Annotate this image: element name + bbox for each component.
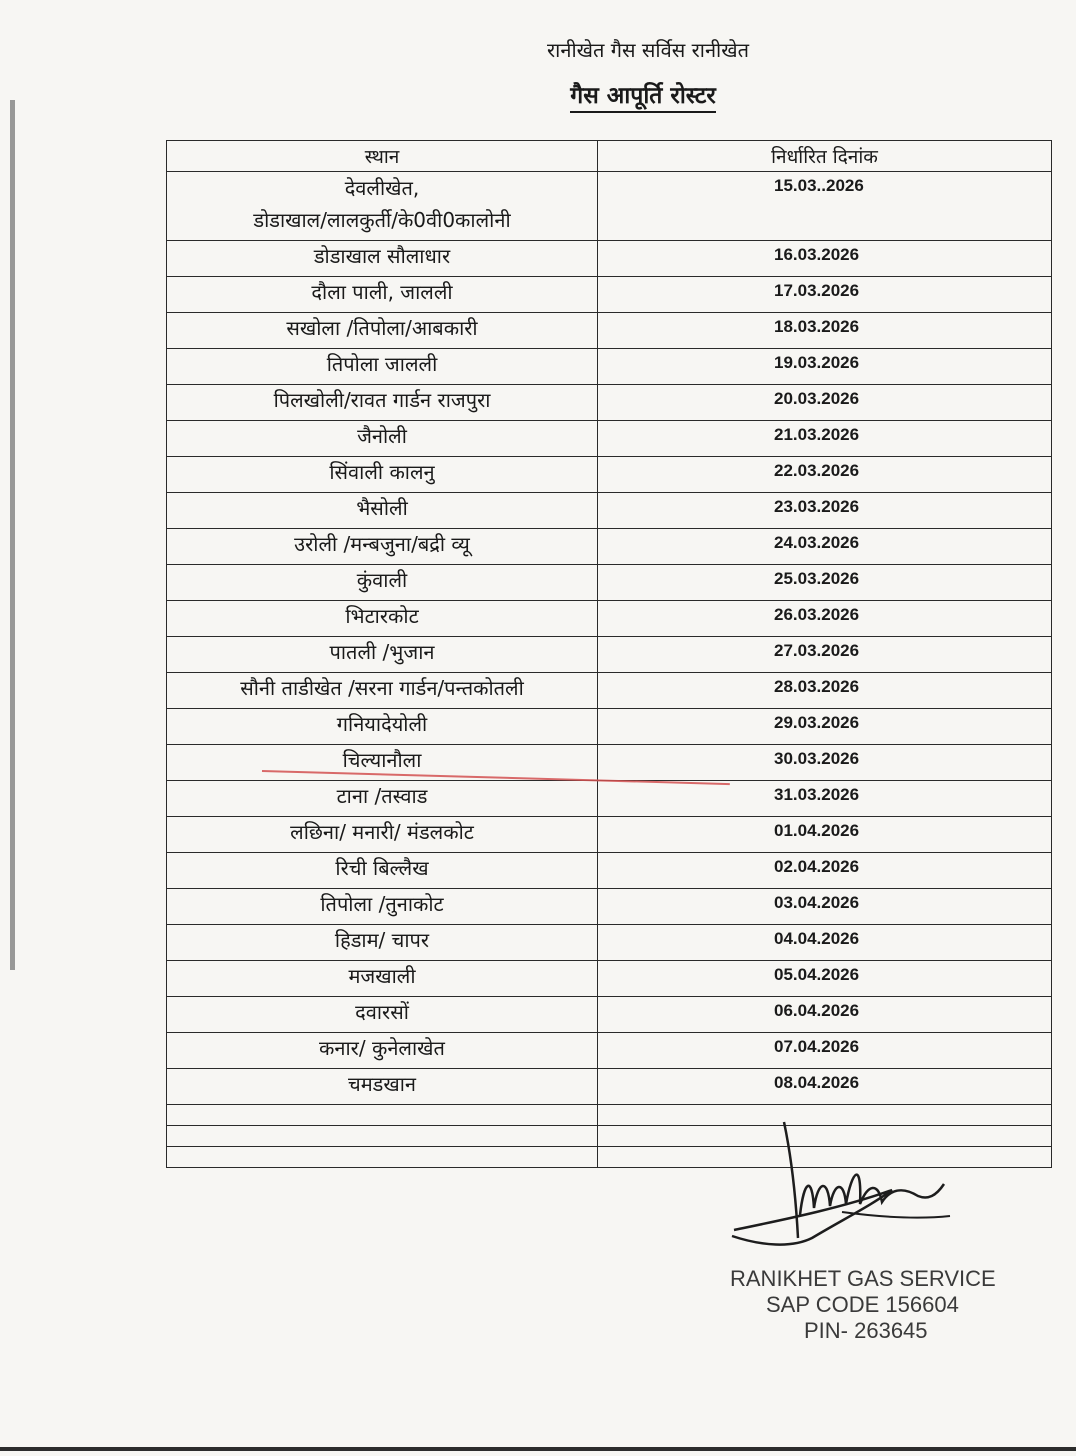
stamp-agency: RANIKHET GAS SERVICE — [730, 1266, 996, 1291]
date-cell: 23.03.2026 — [598, 493, 1052, 529]
table-header-row — [167, 141, 1052, 172]
stamp-pin: PIN- 263645 — [804, 1318, 928, 1343]
date-cell: 06.04.2026 — [598, 997, 1052, 1033]
place-cell: भैसोली — [167, 493, 598, 529]
date-cell: 01.04.2026 — [598, 817, 1052, 853]
column-header-place: स्थान — [167, 141, 598, 172]
place-cell: पातली /भुजान — [167, 637, 598, 673]
place-cell: गनियादेयोली — [167, 709, 598, 745]
place-cell: सिंवाली कालनु — [167, 457, 598, 493]
date-cell: 22.03.2026 — [598, 457, 1052, 493]
place-cell: चमडखान — [167, 1069, 598, 1105]
table-row — [167, 457, 1052, 493]
place-cell: चिल्यानौला — [167, 745, 598, 781]
place-cell: कुंवाली — [167, 565, 598, 601]
date-cell: 05.04.2026 — [598, 961, 1052, 997]
table-row — [167, 565, 1052, 601]
date-cell: 27.03.2026 — [598, 637, 1052, 673]
place-cell: सौनी ताडीखेत /सरना गार्डन/पन्तकोतली — [167, 673, 598, 709]
table-row — [167, 421, 1052, 457]
table-row — [167, 1033, 1052, 1069]
date-cell: 19.03.2026 — [598, 349, 1052, 385]
date-cell: 07.04.2026 — [598, 1033, 1052, 1069]
table-row — [167, 277, 1052, 313]
table-row — [167, 385, 1052, 421]
table-row — [167, 781, 1052, 817]
place-cell: हिडाम/ चापर — [167, 925, 598, 961]
document-title-text: गैस आपूर्ति रोस्टर — [570, 83, 715, 113]
table-row — [167, 349, 1052, 385]
place-cell: मजखाली — [167, 961, 598, 997]
date-cell: 26.03.2026 — [598, 601, 1052, 637]
roster-table — [166, 140, 1052, 1168]
date-cell: 18.03.2026 — [598, 313, 1052, 349]
rubber-stamp — [720, 1266, 1040, 1344]
place-cell: तिपोला /तुनाकोट — [167, 889, 598, 925]
table-row — [167, 241, 1052, 277]
place-cell: दौला पाली, जालली — [167, 277, 598, 313]
table-row — [167, 997, 1052, 1033]
place-cell: रिची बिल्लैख — [167, 853, 598, 889]
place-cell — [167, 172, 598, 241]
blank-cell — [167, 1105, 598, 1126]
date-cell: 21.03.2026 — [598, 421, 1052, 457]
table-row — [167, 1069, 1052, 1105]
table-row — [167, 853, 1052, 889]
place-cell: दवारसों — [167, 997, 598, 1033]
place-cell: पिलखोली/रावत गार्डन राजपुरा — [167, 385, 598, 421]
date-cell: 25.03.2026 — [598, 565, 1052, 601]
table-row — [167, 961, 1052, 997]
date-cell: 04.04.2026 — [598, 925, 1052, 961]
place-cell: तिपोला जालली — [167, 349, 598, 385]
table-row — [167, 601, 1052, 637]
column-header-date: निर्धारित दिनांक — [598, 141, 1052, 172]
table-row — [167, 313, 1052, 349]
date-cell: 24.03.2026 — [598, 529, 1052, 565]
place-cell: डोडाखाल सौलाधार — [167, 241, 598, 277]
date-cell: 29.03.2026 — [598, 709, 1052, 745]
stamp-sap-code: SAP CODE 156604 — [766, 1292, 959, 1317]
agency-name: रानीखेत गैस सर्विस रानीखेत — [547, 38, 749, 62]
place-cell: जैनोली — [167, 421, 598, 457]
place-line-1: देवलीखेत, — [344, 176, 420, 200]
table-row — [167, 925, 1052, 961]
place-cell: कनार/ कुनेलाखेत — [167, 1033, 598, 1069]
table-row — [167, 673, 1052, 709]
place-cell: सखोला /तिपोला/आबकारी — [167, 313, 598, 349]
date-cell: 28.03.2026 — [598, 673, 1052, 709]
date-cell: 02.04.2026 — [598, 853, 1052, 889]
date-cell: 20.03.2026 — [598, 385, 1052, 421]
place-cell: टाना /तस्वाड — [167, 781, 598, 817]
place-cell: भिटारकोट — [167, 601, 598, 637]
place-cell: लछिना/ मनारी/ मंडलकोट — [167, 817, 598, 853]
date-cell: 16.03.2026 — [598, 241, 1052, 277]
place-cell: उरोली /मन्बजुना/बद्री व्यू — [167, 529, 598, 565]
date-cell: 17.03.2026 — [598, 277, 1052, 313]
date-cell: 31.03.2026 — [598, 781, 1052, 817]
date-cell: 08.04.2026 — [598, 1069, 1052, 1105]
date-cell: 30.03.2026 — [598, 745, 1052, 781]
table-row — [167, 493, 1052, 529]
table-row — [167, 745, 1052, 781]
date-cell: 15.03..2026 — [598, 172, 1052, 241]
scan-left-edge — [10, 100, 15, 970]
table-row — [167, 172, 1052, 241]
place-line-2: डोडाखाल/लालकुर्ती/के0वी0कालोनी — [253, 208, 511, 232]
table-row — [167, 709, 1052, 745]
scan-bottom-edge — [0, 1447, 1076, 1451]
blank-cell — [167, 1147, 598, 1168]
document-title — [0, 78, 1076, 110]
blank-cell — [167, 1126, 598, 1147]
table-row — [167, 637, 1052, 673]
signature-graphic — [722, 1120, 972, 1260]
table-row — [167, 529, 1052, 565]
table-row — [167, 817, 1052, 853]
date-cell: 03.04.2026 — [598, 889, 1052, 925]
table-row — [167, 889, 1052, 925]
